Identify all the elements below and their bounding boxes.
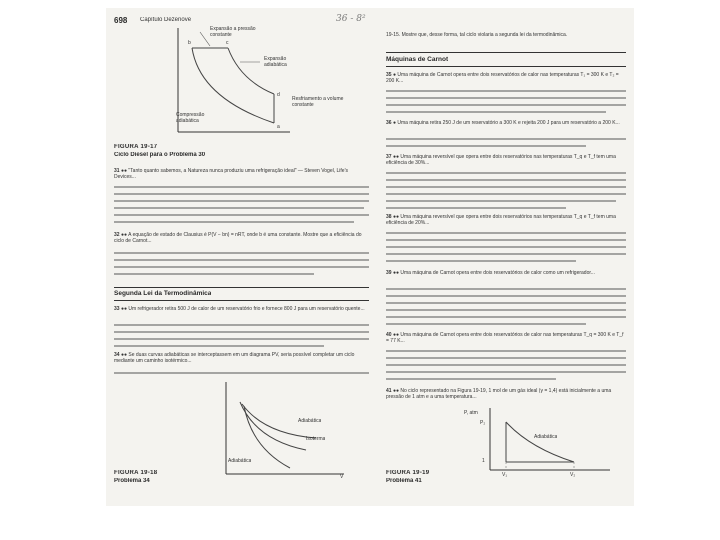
cycle-diagram-19-19	[470, 408, 620, 478]
label-point-c: c	[226, 40, 229, 46]
figure-19-19-number: FIGURA 19-19	[386, 470, 430, 476]
text-line	[386, 97, 626, 99]
text-line	[386, 295, 626, 297]
difficulty-stars: ●●	[392, 388, 399, 394]
text-line	[386, 172, 626, 174]
text-line	[114, 252, 369, 254]
figure-19-18-number: FIGURA 19-18	[114, 470, 158, 476]
text-line	[386, 200, 616, 202]
difficulty-stars: ●●	[392, 214, 399, 220]
problem-35	[386, 72, 626, 84]
text-line	[386, 302, 626, 304]
problem-text: Uma máquina de Carnot opera entre dois reservatórios de calor como um refrigerador...	[400, 270, 595, 276]
text-line	[386, 316, 626, 318]
problem-text: Uma máquina de Carnot opera entre dois reservatórios de calor nas temperaturas T₁ = 300 K e T₂ = 200 K...	[386, 72, 619, 84]
adiabatic-path	[506, 422, 574, 462]
text-line	[114, 200, 369, 202]
text-line	[386, 207, 566, 209]
handwritten-note: 36 - 8²	[336, 14, 366, 24]
page-number: 698	[114, 16, 128, 25]
problem-text: Se duas curvas adiabáticas se interceptassem em um diagrama PV, seria possível completar um ciclo mediante um caminho isotérmico...	[114, 352, 355, 364]
section-rule	[114, 287, 369, 288]
problem-text: Uma máquina reversível que opera entre dois reservatórios nas temperaturas T_q e T_f tem uma eficiência de 30%...	[386, 154, 616, 166]
problem-text: No ciclo representado na Figura 19-19, 1 mol de um gás ideal (γ = 1,4) está inicialmente a uma pressão de 1 atm e a uma temperatura...	[386, 388, 612, 400]
text-line	[386, 232, 626, 234]
problem-36	[386, 120, 626, 126]
text-line	[114, 324, 369, 326]
problem-33	[114, 306, 369, 312]
difficulty-stars: ●●	[120, 352, 127, 358]
problem-number: 32	[114, 232, 120, 238]
label-p2: P₂	[480, 420, 486, 426]
label-point-a: a	[277, 124, 280, 130]
problem-text: A equação de estado de Clausius é P(V − bn) = nRT, onde b é uma constante. Mostre que a eficiência do ciclo de Carnot...	[114, 232, 362, 244]
text-line	[386, 246, 626, 248]
text-line	[114, 266, 369, 268]
difficulty-stars: ●●	[392, 270, 399, 276]
problem-number: 37	[386, 154, 392, 160]
text-line	[386, 179, 626, 181]
expansion-curve	[228, 48, 274, 94]
problem-number: 33	[114, 306, 120, 312]
problem-40	[386, 332, 626, 344]
problem-text: Uma máquina de Carnot opera entre dois reservatórios de calor nas temperaturas T_q = 300 K e T_f = 77 K...	[386, 332, 624, 344]
label-v1: V₁	[502, 472, 508, 478]
section-rule	[386, 66, 626, 67]
problem-31	[114, 168, 369, 180]
section-rule	[114, 300, 369, 301]
problem-number: 36	[386, 120, 392, 126]
difficulty-stars: ●●	[392, 154, 399, 160]
text-line	[386, 309, 626, 311]
problem-39	[386, 270, 626, 276]
label-axis-p: P, atm	[464, 410, 478, 416]
text-line	[114, 259, 369, 261]
problem-41	[386, 388, 626, 400]
label-adiabatic: Adiabática	[534, 434, 558, 440]
label-axis-v: V	[340, 474, 344, 480]
problem-text: "Tanto quanto sabemos, a Natureza nunca produziu uma refrigeração ideal" — Steven Vogel, Life's Devices...	[114, 168, 349, 180]
problem-32	[114, 232, 369, 244]
text-line	[386, 371, 626, 373]
text-line	[386, 104, 626, 106]
figure-19-18-caption: Problema 34	[114, 478, 150, 484]
text-line	[386, 364, 626, 366]
problem-number: 34	[114, 352, 120, 358]
section-rule	[386, 52, 626, 53]
problem-number: 38	[386, 214, 392, 220]
text-line	[386, 260, 576, 262]
text-line	[114, 207, 364, 209]
problem-38	[386, 214, 626, 226]
text-line	[114, 273, 314, 275]
label-adiabatic: Adiabática	[298, 418, 322, 424]
figure-19-17-number: FIGURA 19-17	[114, 144, 158, 150]
text-line	[386, 350, 626, 352]
text-line	[114, 186, 369, 188]
text-line	[386, 323, 586, 325]
label-adiabatic-compression: Compressão adiabática	[176, 112, 205, 124]
difficulty-stars: ●	[392, 72, 396, 78]
carnot-title: Máquinas de Carnot	[386, 56, 449, 63]
text-line	[114, 345, 324, 347]
text-line	[386, 378, 556, 380]
chapter-title: Capítulo Dezenove	[140, 17, 192, 23]
problem-37	[386, 154, 626, 166]
difficulty-stars: ●	[392, 120, 396, 126]
label-v2: V₂	[570, 472, 576, 478]
difficulty-stars: ●●	[120, 168, 127, 174]
problem-text: Uma máquina reversível que opera entre dois reservatórios nas temperaturas T_q e T_f tem uma eficiência de 20%...	[386, 214, 616, 226]
leader-line	[200, 32, 210, 46]
text-line	[386, 253, 626, 255]
label-p1: 1	[482, 458, 485, 464]
figure-19-17-caption: Ciclo Diesel para o Problema 30	[114, 152, 206, 158]
second-law-title: Segunda Lei da Termodinâmica	[114, 290, 212, 297]
label-adiabatic-lower: Adiabática	[228, 458, 252, 464]
text-line	[386, 288, 626, 290]
problem-number: 40	[386, 332, 392, 338]
text-line	[386, 193, 626, 195]
text-line	[114, 214, 369, 216]
problem-number: 35	[386, 72, 392, 78]
text-line	[386, 111, 606, 113]
text-line	[386, 138, 626, 140]
difficulty-stars: ●●	[120, 232, 127, 238]
label-constant-volume: Resfriamento a volume constante	[292, 96, 344, 108]
problem-number: 39	[386, 270, 392, 276]
intro-text: 19-15. Mostre que, desse forma, tal ciclo violaria a segunda lei da termodinâmica.	[386, 32, 568, 38]
label-point-b: b	[188, 40, 191, 46]
text-line	[386, 145, 586, 147]
label-adiabatic-expansion: Expansão adiabática	[264, 56, 287, 68]
text-line	[114, 221, 354, 223]
difficulty-stars: ●●	[392, 332, 399, 338]
text-line	[386, 186, 626, 188]
text-line	[114, 372, 369, 374]
problem-text: Uma máquina retira 250 J de um reservatório a 300 K e rejeita 200 J para um reservatório a 200 K...	[397, 120, 620, 126]
text-line	[114, 193, 369, 195]
problem-number: 41	[386, 388, 392, 394]
text-line	[114, 338, 369, 340]
label-expansion: Expansão a pressão constante	[210, 26, 256, 38]
label-isotherm: Isoterma	[306, 436, 326, 442]
label-point-d: d	[277, 92, 280, 98]
problem-34	[114, 352, 369, 364]
adiabat-isotherm-diagram	[220, 382, 360, 482]
text-line	[386, 357, 626, 359]
text-line	[386, 90, 626, 92]
problem-text: Um refrigerador retira 500 J de calor de um reservatório frio e fornece 800 J para um reservatório quente...	[128, 306, 365, 312]
text-line	[114, 331, 369, 333]
difficulty-stars: ●●	[120, 306, 127, 312]
text-line	[386, 239, 626, 241]
problem-number: 31	[114, 168, 120, 174]
figure-19-19-caption: Problema 41	[386, 478, 422, 484]
